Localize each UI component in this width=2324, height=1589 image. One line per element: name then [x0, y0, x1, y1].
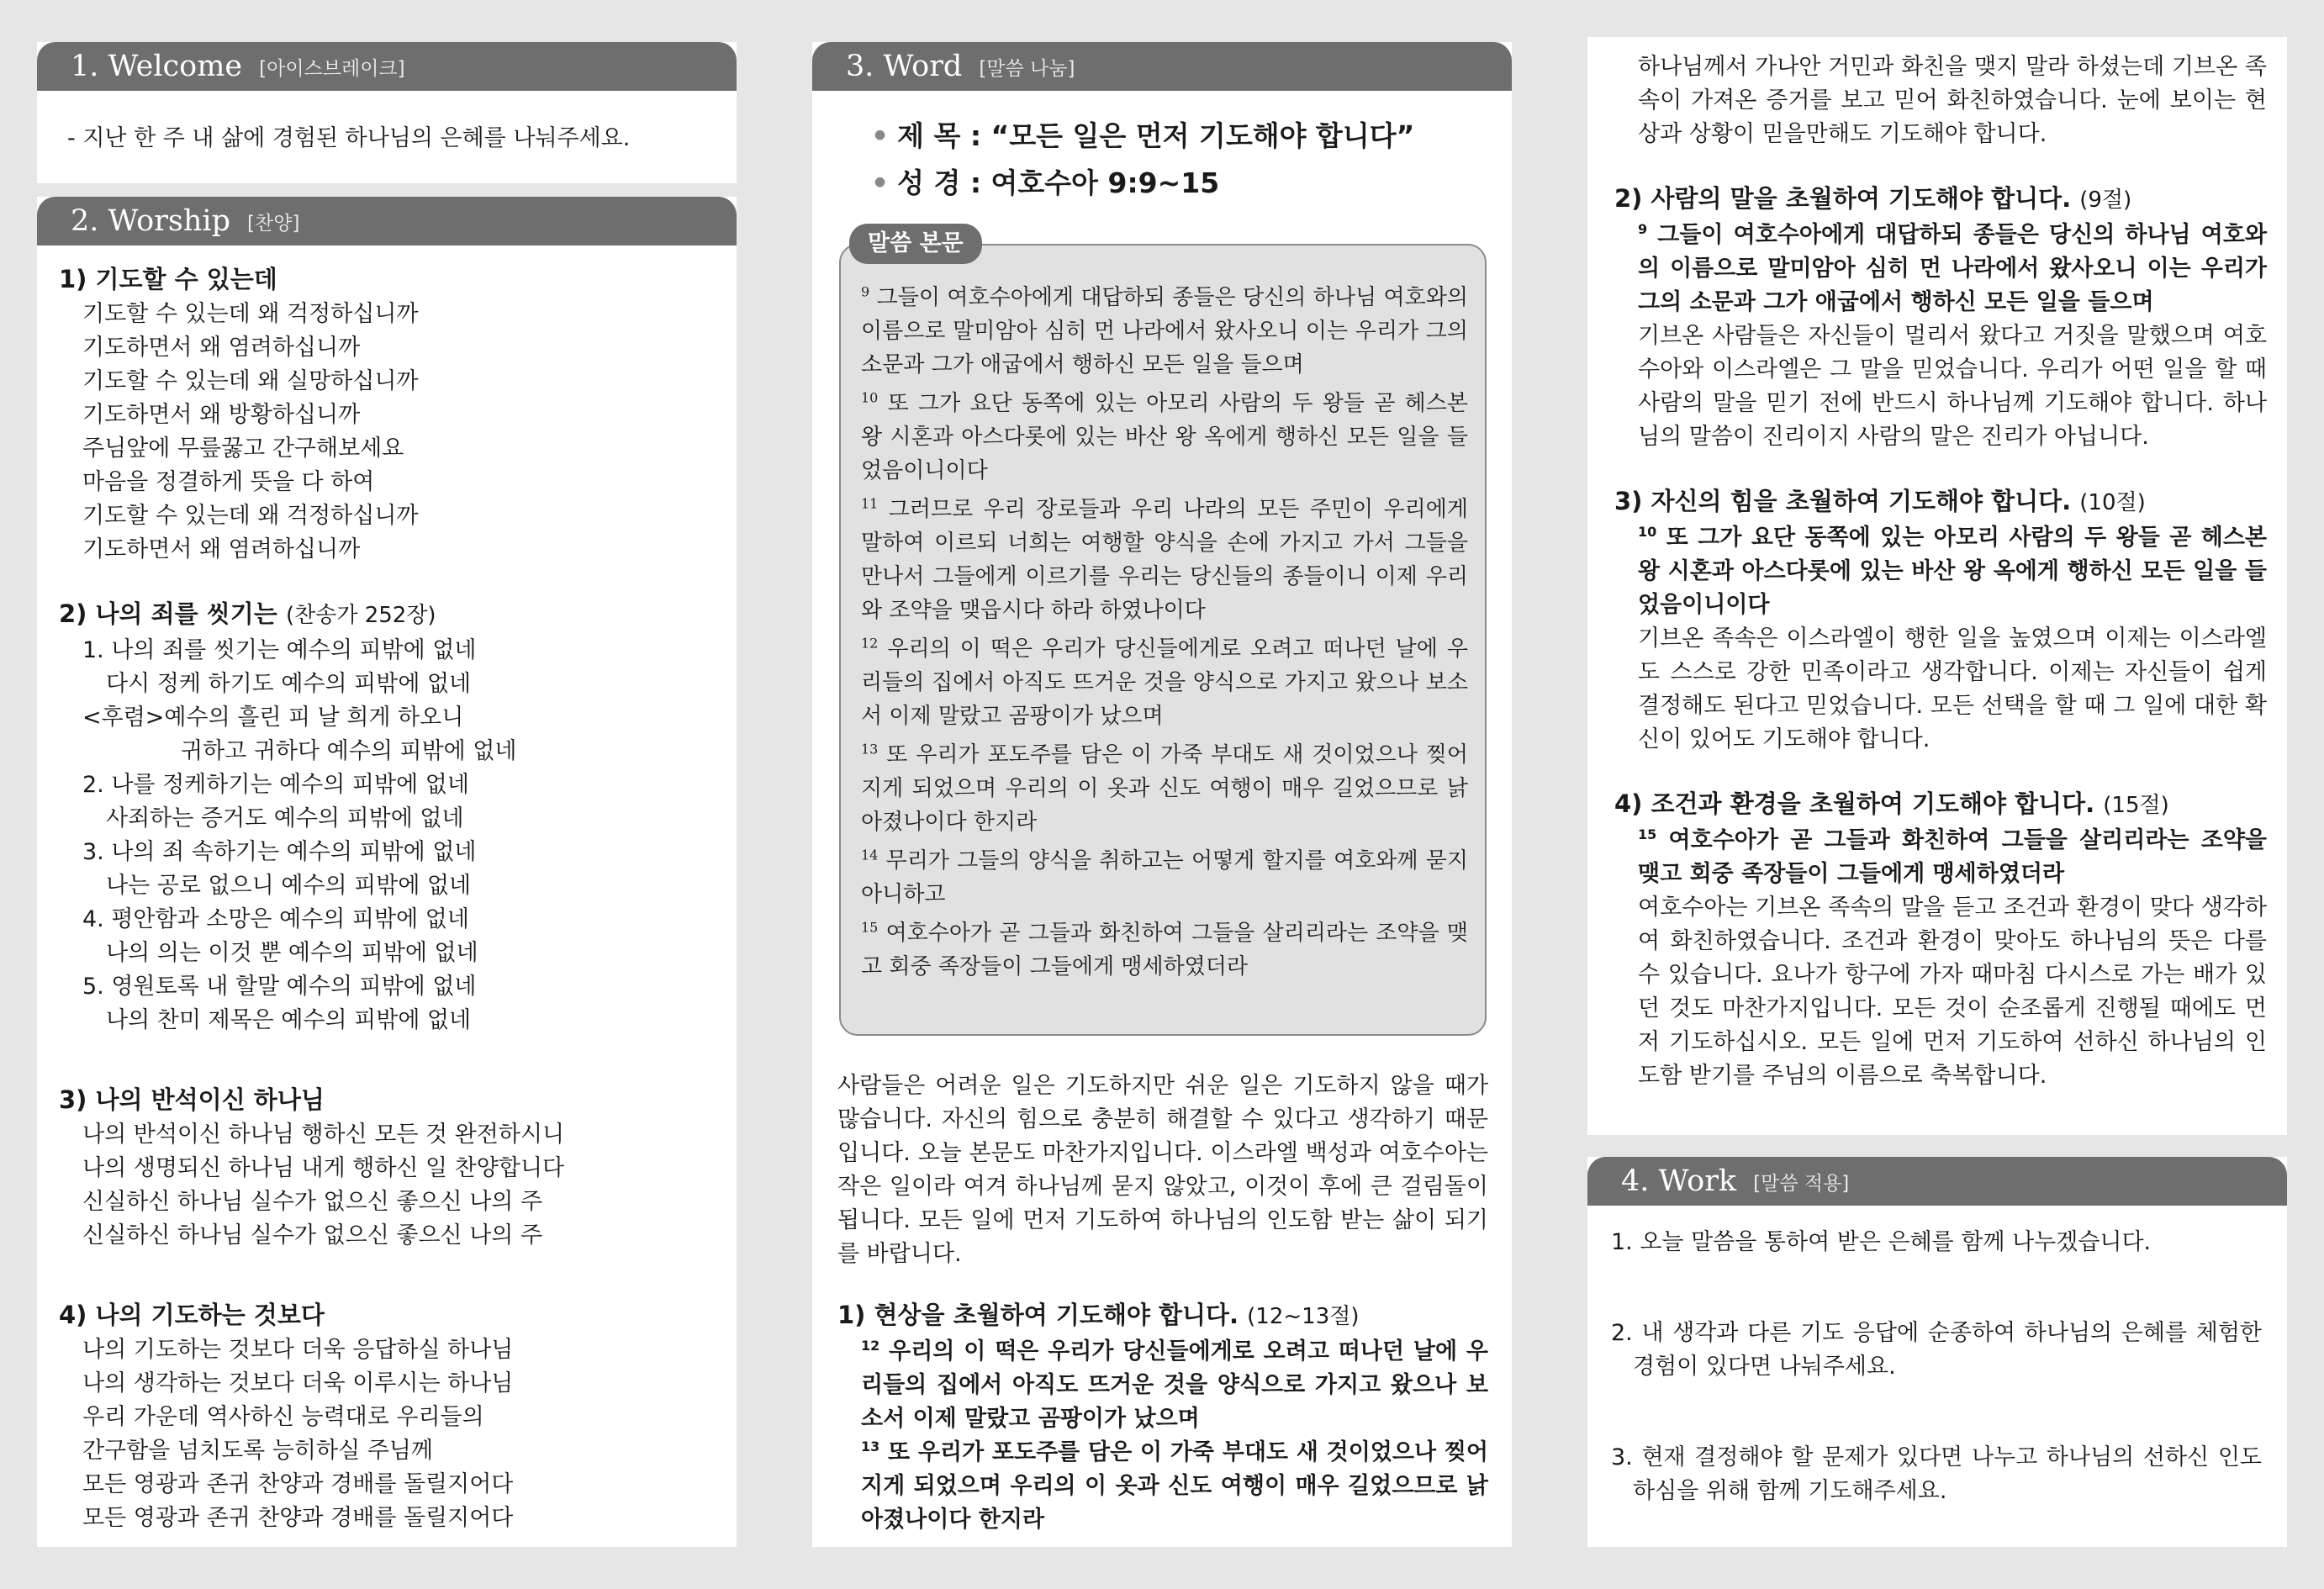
work-list	[1611, 1226, 2262, 1508]
bullet-icon: •	[871, 119, 890, 152]
scripture-verse: $^{10}$ 또 그가 요단 동쪽에 있는 아모리 사람의 두 왕들 곧 헤스본 왕 시혼과 아스다롯에 있는 바산 왕 옥에게 행하신 모든 일을 들었음이니이다	[861, 389, 1468, 483]
song-line: 주님앞에 무릎꿇고 간구해보세요	[82, 436, 404, 462]
song-line: 나의 생각하는 것보다 더욱 이루시는 하나님	[82, 1370, 514, 1396]
word-subtitle: [말씀 나눔]	[979, 57, 1075, 80]
song-line: <후렴>예수의 흘린 피 날 희게 하오니	[82, 705, 464, 731]
song-line: 나의 의는 이것 뿐 예수의 피밖에 없네	[106, 940, 478, 966]
song-line: 기도하면서 왜 방황하십니까	[82, 402, 361, 428]
song-line: 다시 정케 하기도 예수의 피밖에 없네	[106, 671, 472, 697]
scripture-reference: • 성 경 : 여호수아 9:9~15	[871, 166, 1220, 199]
point-quote: $^{12}$ 우리의 이 떡은 우리가 당신들에게로 오려고 떠나던 날에 우리들의 집에서 아직도 뜨거운 것을 양식으로 가지고 왔으나 보소서 이제 말랐고 곰팡이가 났으며	[861, 1338, 1489, 1432]
song-line: 1. 나의 죄를 씻기는 예수의 피밖에 없네	[82, 637, 477, 663]
song-line: 우리 가운데 역사하신 능력대로 우리들의	[82, 1404, 484, 1430]
point-heading: 1) 현상을 초월하여 기도해야 합니다. (12~13절)	[837, 1301, 1360, 1329]
song-line: 신실하신 하나님 실수가 없으신 좋으신 나의 주	[82, 1222, 543, 1248]
scripture-verse: $^{13}$ 또 우리가 포도주를 담은 이 가죽 부대도 새 것이었으나 찢어지게 되었으며 우리의 이 옷과 신도 여행이 매우 길었으므로 낡아졌나이다 한지라	[861, 741, 1468, 835]
welcome-header	[37, 42, 737, 91]
song-line: 4. 평안함과 소망은 예수의 피밖에 없네	[82, 906, 469, 932]
point-heading: 3) 자신의 힘을 초월하여 기도해야 합니다. (10절)	[1614, 487, 2146, 515]
song-line: 귀하고 귀하다 예수의 피밖에 없네	[181, 738, 517, 764]
work-title: 4. Work	[1621, 1164, 1737, 1198]
work-item: 2. 내 생각과 다른 기도 응답에 순종하여 하나님의 은혜를 체험한 경험이 있다면 나눠주세요.	[1611, 1320, 2262, 1380]
point-quote: $^{13}$ 또 우리가 포도주를 담은 이 가죽 부대도 새 것이었으나 찢어지게 되었으며 우리의 이 옷과 신도 여행이 매우 길었으므로 낡아졌나이다 한지라	[861, 1439, 1488, 1533]
sermon-intro: 사람들은 어려운 일은 기도하지만 쉬운 일은 기도하지 않을 때가 많습니다. 자신의 힘으로 충분히 해결할 수 있다고 생각하기 때문입니다. 오늘 본문도 마찬가지입니다. 이스라엘 백성과 여호수아는 작은 일이라 여겨 하나님께 묻지 않았고, 이것이 후에 큰 걸림돌이 됩니다. 모든 일에 먼저 기도하여 하나님의 인도함 받는 삶이 되기를 바랍니다.	[837, 1073, 1488, 1267]
sermon-info	[871, 113, 1493, 207]
point-body: 여호수아는 기브온 족속의 말을 듣고 조건과 환경이 맞다 생각하여 화친하였습니다. 조건과 환경이 맞아도 하나님의 뜻은 다를 수 있습니다. 요나가 항구에 가자 때마침 다시스로 가는 배가 있던 것도 마찬가지입니다. 모든 것이 순조롭게 진행될 때에도 먼저 기도하십시오. 모든 일에 먼저 기도하여 선하신 하나님의 인도함 받기를 주님의 이름으로 축복합니다.	[1638, 895, 2267, 1089]
song-line: 기도하면서 왜 염려하십니까	[82, 335, 361, 361]
song-heading: 3) 나의 반석이신 하나님	[59, 1085, 325, 1114]
song-line: 마음을 정결하게 뜻을 다 하여	[82, 469, 375, 495]
song-line: 모든 영광과 존귀 찬양과 경배를 돌릴지어다	[82, 1505, 514, 1531]
work-subtitle: [말씀 적용]	[1753, 1172, 1850, 1195]
song-line: 사죄하는 증거도 예수의 피밖에 없네	[106, 805, 464, 831]
word-title: 3. Word	[846, 50, 963, 83]
worship-body	[59, 261, 723, 1535]
scripture-tag: 말씀 본문	[849, 224, 982, 264]
scripture-text	[861, 281, 1468, 989]
point-body: 기브온 사람들은 자신들이 멀리서 왔다고 거짓을 말했으며 여호수아와 이스라엘은 그 말을 믿었습니다. 우리가 어떤 일을 할 때 사람의 말을 믿기 전에 반드시 하나님께 기도해야 합니다. 하나님의 말씀이 진리이지 사람의 말은 진리가 아닙니다.	[1638, 323, 2267, 450]
song-heading: 4) 나의 기도하는 것보다	[59, 1301, 325, 1329]
point-body: 하나님께서 가나안 거민과 화친을 맺지 말라 하셨는데 기브온 족속이 가져온 증거를 보고 믿어 화친하였습니다. 눈에 보이는 현상과 상황이 믿을만해도 기도해야 합니다.	[1638, 54, 2267, 147]
worship-title: 2. Worship	[71, 204, 231, 238]
song-line: 기도하면서 왜 염려하십니까	[82, 536, 361, 562]
welcome-title: 1. Welcome	[71, 50, 243, 83]
work-item: 3. 현재 결정해야 할 문제가 있다면 나누고 하나님의 선하신 인도하심을 위해 함께 기도해주세요.	[1611, 1444, 2262, 1504]
song-line: 간구함을 넘치도록 능히하실 주님께	[82, 1438, 433, 1464]
song-line: 3. 나의 죄 속하기는 예수의 피밖에 없네	[82, 839, 477, 865]
song-heading: 2) 나의 죄를 씻기는 (찬송가 252장)	[59, 599, 436, 628]
song-line: 나의 찬미 제목은 예수의 피밖에 없네	[106, 1007, 472, 1033]
scripture-verse: $^{12}$ 우리의 이 떡은 우리가 당신들에게로 오려고 떠나던 날에 우리들의 집에서 아직도 뜨거운 것을 양식으로 가지고 왔으나 보소서 이제 말랐고 곰팡이가 났으며	[861, 635, 1468, 729]
point-body: 기브온 족속은 이스라엘이 행한 일을 높였으며 이제는 이스라엘도 스스로 강한 민족이라고 생각합니다. 이제는 자신들이 쉽게 결정해도 된다고 믿었습니다. 모든 선택을 할 때 그 일에 대한 확신이 있어도 기도해야 합니다.	[1638, 626, 2267, 752]
bullet-icon: •	[871, 166, 890, 199]
song-line: 모든 영광과 존귀 찬양과 경배를 돌릴지어다	[82, 1471, 514, 1497]
song-line: 기도할 수 있는데 왜 걱정하십니까	[82, 503, 419, 529]
worship-subtitle: [찬양]	[247, 212, 300, 235]
point-1	[837, 1296, 1488, 1537]
song-line: 기도할 수 있는데 왜 걱정하십니까	[82, 301, 419, 327]
scripture-box	[839, 230, 1487, 1036]
word-continued	[1614, 50, 2267, 1093]
point-heading: 4) 조건과 환경을 초월하여 기도해야 합니다. (15절)	[1614, 789, 2169, 818]
point-heading: 2) 사람의 말을 초월하여 기도해야 합니다. (9절)	[1614, 184, 2132, 213]
song-line: 2. 나를 정케하기는 예수의 피밖에 없네	[82, 772, 469, 798]
welcome-text: - 지난 한 주 내 삶에 경험된 하나님의 은혜를 나눠주세요.	[67, 125, 631, 151]
song-line: 신실하신 하나님 실수가 없으신 좋으신 나의 주	[82, 1189, 543, 1215]
scripture-verse: $^{11}$ 그러므로 우리 장로들과 우리 나라의 모든 주민이 우리에게 말하여 이르되 너희는 여행할 양식을 손에 가지고 가서 그들을 만나서 그들에게 이르기를 우리는 당신들의 종들이니 이제 우리와 조약을 맺읍시다 하라 하였나이다	[861, 495, 1468, 623]
song-line: 5. 영원토록 내 할말 예수의 피밖에 없네	[82, 974, 477, 1000]
word-header	[812, 42, 1512, 91]
song-line: 나의 반석이신 하나님 행하신 모든 것 완전하시니	[82, 1122, 565, 1148]
point-quote: $^{10}$ 또 그가 요단 동쪽에 있는 아모리 사람의 두 왕들 곧 헤스본 왕 시혼과 아스다롯에 있는 바산 왕 옥에게 행하신 모든 일을 들었음이니이다	[1638, 524, 2268, 618]
scripture-verse: $^9$ 그들이 여호수아에게 대답하되 종들은 당신의 하나님 여호와의 이름으로 말미암아 심히 먼 나라에서 왔사오니 이는 우리가 그의 소문과 그가 애굽에서 행하신 모든 일을 들으며	[861, 283, 1469, 377]
scripture-verse: $^{15}$ 여호수아가 곧 그들과 화친하여 그들을 살리리라는 조약을 맺고 회중 족장들이 그들에게 맹세하였더라	[861, 919, 1468, 979]
song-line: 나는 공로 없으니 예수의 피밖에 없네	[106, 873, 472, 899]
point-quote: $^9$ 그들이 여호수아에게 대답하되 종들은 당신의 하나님 여호와의 이름으로 말미암아 심히 먼 나라에서 왔사오니 이는 우리가 그의 소문과 그가 애굽에서 행하신 모든 일을 들으며	[1638, 221, 2267, 315]
work-item: 1. 오늘 말씀을 통하여 받은 은혜를 함께 나누겠습니다.	[1611, 1229, 2152, 1255]
welcome-subtitle: [아이스브레이크]	[259, 57, 405, 80]
song-heading: 1) 기도할 수 있는데	[59, 265, 277, 293]
worship-header	[37, 197, 737, 245]
song-line: 나의 기도하는 것보다 더욱 응답하실 하나님	[82, 1337, 514, 1363]
point-quote: $^{15}$ 여호수아가 곧 그들과 화친하여 그들을 살리리라는 조약을 맺고 회중 족장들이 그들에게 맹세하였더라	[1638, 826, 2268, 887]
scripture-verse: $^{14}$ 무리가 그들의 양식을 취하고는 어떻게 할지를 여호와께 묻지 아니하고	[861, 847, 1468, 907]
song-line: 나의 생명되신 하나님 내게 행하신 일 찬양합니다	[82, 1155, 565, 1181]
work-header	[1587, 1157, 2287, 1206]
song-line: 기도할 수 있는데 왜 실망하십니까	[82, 368, 419, 394]
sermon-title: • 제 목 : “모든 일은 먼저 기도해야 합니다”	[871, 119, 1415, 152]
